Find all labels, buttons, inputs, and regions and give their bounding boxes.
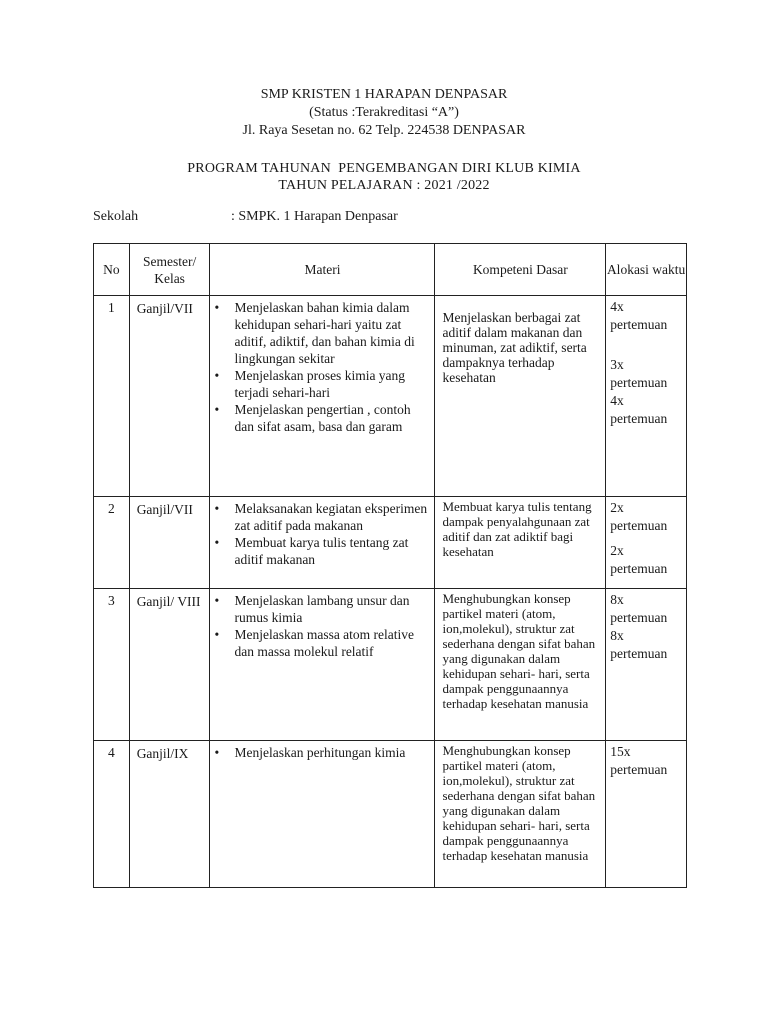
cell-semester: Ganjil/IX (129, 741, 210, 888)
cell-alokasi (606, 589, 687, 741)
materi-item: • Menjelaskan bahan kimia dalam kehidupan sehari-hari yaitu zat aditif, adiktif, dan bahan kimia di lingkungan sekitar (214, 299, 430, 367)
cell-kompetensi (435, 497, 606, 589)
header-semester: Semester/ Kelas (129, 244, 210, 296)
school-value: : SMPK. 1 Harapan Denpasar (231, 209, 398, 224)
header-kompetensi: Kompeteni Dasar (435, 244, 606, 296)
cell-materi (210, 296, 435, 497)
title-line-2: TAHUN PELAJARAN : 2021 /2022 (278, 178, 490, 193)
cell-kompetensi (435, 741, 606, 888)
materi-item: • Menjelaskan perhitungan kimia (214, 744, 430, 761)
alokasi-item: 8x pertemuan (610, 592, 668, 625)
header-materi: Materi (210, 244, 435, 296)
accreditation-status: (Status :Terakreditasi “A”) (309, 105, 459, 120)
cell-materi (210, 589, 435, 741)
header-alokasi: Alokasi waktu (606, 244, 687, 296)
school-address: Jl. Raya Sesetan no. 62 Telp. 224538 DENPASAR (242, 123, 526, 138)
school-name: SMP KRISTEN 1 HARAPAN DENPASAR (260, 87, 508, 102)
alokasi-item: 8x pertemuan (610, 628, 668, 661)
alokasi-item: 3x pertemuan (610, 357, 668, 390)
alokasi-item: 4x pertemuan (610, 299, 668, 332)
cell-semester: Ganjil/VII (129, 497, 210, 589)
header-no: No (94, 244, 130, 296)
cell-materi (210, 741, 435, 888)
cell-alokasi (606, 741, 687, 888)
cell-no: 1 (94, 296, 130, 497)
alokasi-item: 2x pertemuan (610, 500, 668, 533)
cell-no: 4 (94, 741, 130, 888)
alokasi-item: 15x pertemuan (610, 744, 668, 777)
materi-item: • Menjelaskan pengertian , contoh dan sifat asam, basa dan garam (214, 401, 430, 435)
cell-no: 3 (94, 589, 130, 741)
school-info (93, 209, 398, 225)
table-row (94, 296, 687, 497)
document-title (0, 160, 768, 194)
cell-kompetensi (435, 589, 606, 741)
kompetensi-text: Membuat karya tulis tentang dampak penyalahgunaan zat aditif dan zat adiktif bagi kesehatan (442, 499, 592, 559)
kompetensi-text: Menghubungkan konsep partikel materi (atom, ion,molekul), struktur zat sederhana dengan sifat bahan yang digunakan dalam kehidupan sehari- hari, serta dampak penggunaannya terhadap kesehatan manusia (442, 591, 596, 711)
document-header (0, 86, 768, 140)
kompetensi-text: Menjelaskan berbagai zat aditif dalam makanan dan minuman, zat adiktif, serta dampaknya terhadap kesehatan (442, 310, 587, 385)
kompetensi-text: Menghubungkan konsep partikel materi (atom, ion,molekul), struktur zat sederhana dengan sifat bahan yang digunakan dalam kehidupan sehari- hari, serta dampak penggunaannya terhadap kesehatan manusia (442, 743, 596, 863)
alokasi-item: 2x pertemuan (610, 543, 668, 576)
cell-no: 2 (94, 497, 130, 589)
table-row (94, 589, 687, 741)
materi-item: • Melaksanakan kegiatan eksperimen zat aditif pada makanan (214, 500, 430, 534)
alokasi-item: 4x pertemuan (610, 393, 668, 426)
materi-item: • Menjelaskan proses kimia yang terjadi sehari-hari (214, 367, 430, 401)
table-header-row (94, 244, 687, 296)
table-row (94, 741, 687, 888)
school-label: Sekolah (93, 209, 139, 224)
cell-materi (210, 497, 435, 589)
title-line-1: PROGRAM TAHUNAN PENGEMBANGAN DIRI KLUB KIMIA (187, 161, 581, 176)
cell-semester: Ganjil/ VIII (129, 589, 210, 741)
cell-kompetensi (435, 296, 606, 497)
table-row (94, 497, 687, 589)
cell-alokasi (606, 296, 687, 497)
materi-item: • Membuat karya tulis tentang zat aditif makanan (214, 534, 430, 568)
program-table (93, 243, 687, 888)
cell-semester: Ganjil/VII (129, 296, 210, 497)
cell-alokasi (606, 497, 687, 589)
materi-item: • Menjelaskan massa atom relative dan massa molekul relatif (214, 626, 430, 660)
materi-item: • Menjelaskan lambang unsur dan rumus kimia (214, 592, 430, 626)
